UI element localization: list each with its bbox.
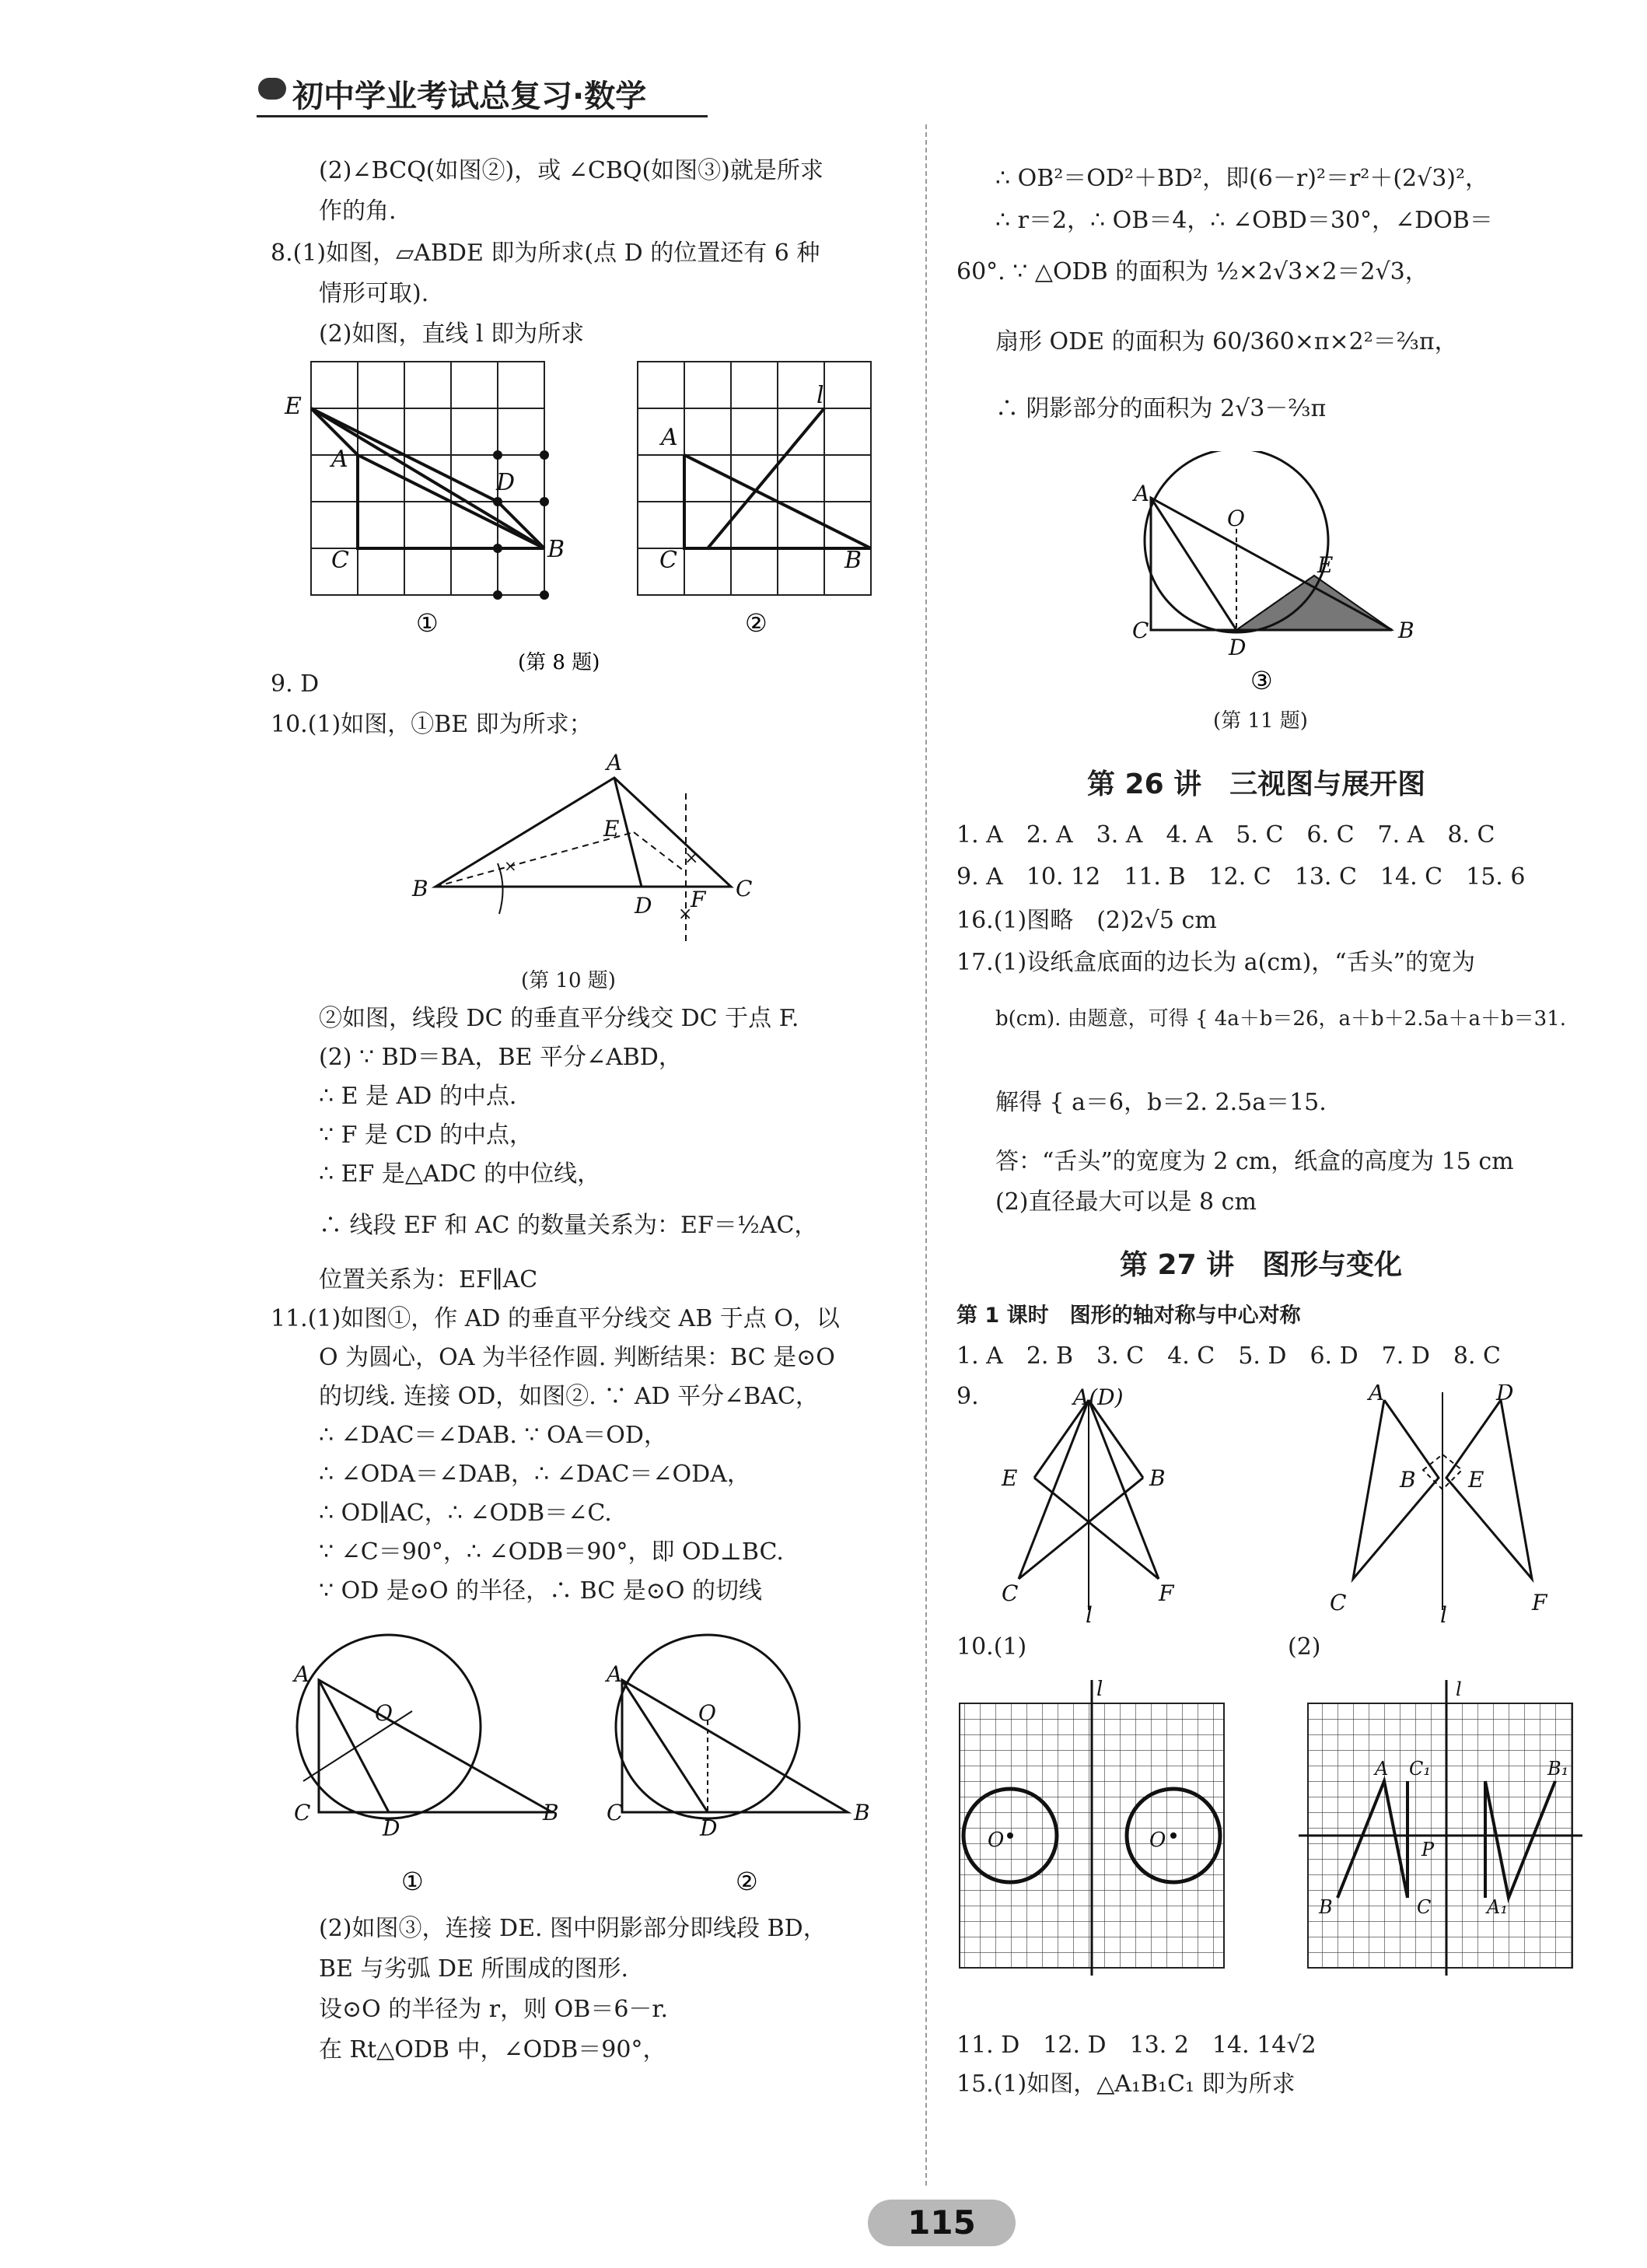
figure-11-left (288, 1633, 894, 1906)
left-line2-11: ∴ ∠ODA＝∠DAB，∴ ∠DAC＝∠ODA， (319, 1461, 750, 1488)
svg-text:O: O (1149, 1829, 1166, 1852)
label-A2: A (661, 424, 678, 451)
left-line2-2: ∴ E 是 AD 的中点. (319, 1083, 517, 1110)
left-line2-10: ∴ ∠DAC＝∠DAB. ∵ OA＝OD， (319, 1422, 667, 1449)
svg-text:l: l (1440, 1602, 1447, 1626)
page-header-title: 初中学业考试总复习·数学 (292, 79, 647, 114)
left-line2-0: ②如图，线段 DC 的垂直平分线交 DC 于点 F. (319, 1005, 799, 1032)
svg-text:D: D (1496, 1384, 1514, 1405)
sec26-line-5: 解得 { a＝6，b＝2. 2.5a＝15. (995, 1089, 1327, 1116)
fig11-caption: (第 11 题) (1213, 709, 1308, 733)
svg-text:C: C (1132, 618, 1149, 643)
q10-1: 10.(1) (956, 1633, 1027, 1661)
figure-10 (404, 747, 770, 949)
column-divider (925, 124, 927, 2186)
svg-text:O: O (375, 1700, 393, 1726)
left-line2-1: (2) ∵ BD＝BA，BE 平分∠ABD， (319, 1044, 682, 1071)
left-line2-13: ∵ ∠C＝90°，∴ ∠ODB＝90°，即 OD⊥BC. (319, 1538, 784, 1566)
svg-text:P: P (1421, 1839, 1435, 1860)
svg-text:×: × (684, 849, 699, 868)
section-27-subtitle: 第 1 课时 图形的轴对称与中心对称 (956, 1304, 1301, 1328)
fig10-labels (411, 750, 752, 919)
svg-text:C: C (1417, 1896, 1432, 1918)
svg-text:F: F (1159, 1580, 1174, 1606)
q10-2: (2) (1288, 1633, 1321, 1661)
svg-text:C: C (294, 1800, 311, 1825)
svg-text:①: ① (401, 1867, 424, 1896)
svg-text:D: D (635, 893, 652, 919)
left-line2-4: ∴ EF 是△ADC 的中位线， (319, 1160, 601, 1188)
svg-text:B: B (854, 1800, 870, 1825)
svg-text:E: E (1002, 1465, 1018, 1491)
svg-text:A: A (1375, 1758, 1389, 1780)
sec26-line-0: 1. A 2. A 3. A 4. A 5. C 6. C 7. A 8. C (956, 821, 1495, 849)
left-q10: 10.(1)如图，①BE 即为所求； (271, 711, 593, 738)
svg-text:C: C (1002, 1580, 1019, 1606)
svg-text:A₁: A₁ (1487, 1896, 1508, 1918)
svg-text:③: ③ (1250, 666, 1273, 695)
svg-text:C: C (607, 1800, 624, 1825)
svg-text:O: O (988, 1829, 1005, 1852)
svg-text:B₁: B₁ (1547, 1758, 1569, 1780)
right-line-4: ∴ 阴影部分的面积为 2√3－⅔π (995, 395, 1327, 422)
sec26-line-3: 17.(1)设纸盒底面的边长为 a(cm)，“舌头”的宽为 (956, 949, 1475, 976)
left-line2-14: ∵ OD 是⊙O 的半径，∴ BC 是⊙O 的切线 (319, 1577, 762, 1605)
svg-text:B: B (412, 876, 428, 901)
left-line-4: 情形可取). (319, 280, 429, 307)
left-q9: 9. D (271, 670, 320, 698)
label-B: B (547, 536, 565, 563)
svg-text:②: ② (736, 1867, 758, 1896)
left-line3-2: 设⊙O 的半径为 r，则 OB＝6－r. (319, 1996, 668, 2023)
left-line3-0: (2)如图③，连接 DE. 图中阴影部分即线段 BD， (319, 1915, 827, 1942)
svg-text:B: B (1400, 1467, 1416, 1493)
svg-text:E: E (1468, 1467, 1484, 1493)
label-l: l (817, 382, 824, 409)
svg-text:A: A (607, 750, 623, 775)
svg-text:×: × (504, 856, 517, 875)
label-E: E (285, 393, 302, 420)
fig10-caption: (第 10 题) (521, 969, 616, 992)
figure-8 (280, 358, 886, 677)
sec26-line-1: 9. A 10. 12 11. B 12. C 13. C 14. C 15. 6 (956, 863, 1526, 891)
svg-text:E: E (603, 816, 620, 842)
sec27-line-0: 1. A 2. B 3. C 4. C 5. D 6. D 7. D 8. C (956, 1342, 1502, 1370)
left-line-5: (2)如图，直线 l 即为所求 (319, 320, 585, 348)
left-line2-5: ∴ 线段 EF 和 AC 的数量关系为：EF＝½AC， (319, 1212, 818, 1239)
left-line3-1: BE 与劣弧 DE 所围成的图形. (319, 1955, 629, 1983)
right-last-line-0: 11. D 12. D 13. 2 14. 14√2 (956, 2032, 1317, 2059)
svg-text:B: B (1319, 1896, 1333, 1918)
figure-9 (988, 1384, 1594, 1626)
left-line2-3: ∵ F 是 CD 的中点， (319, 1122, 533, 1149)
header-icon (258, 78, 286, 100)
sec26-line-6: 答：“舌头”的宽度为 2 cm，纸盒的高度为 15 cm (995, 1148, 1514, 1175)
left-line2-12: ∴ OD∥AC，∴ ∠ODB＝∠C. (319, 1500, 612, 1527)
right-last-line-1: 15.(1)如图，△A₁B₁C₁ 即为所求 (956, 2070, 1296, 2098)
svg-text:B: B (543, 1800, 559, 1825)
right-line-3: 扇形 ODE 的面积为 60/360×π×2²＝⅔π， (995, 328, 1458, 355)
svg-text:A: A (1134, 481, 1150, 506)
page-number: 115 (868, 2200, 1016, 2246)
left-line2-9: 的切线. 连接 OD，如图②. ∵ AD 平分∠BAC， (319, 1383, 819, 1410)
left-line2-8: O 为圆心，OA 为半径作圆. 判断结果：BC 是⊙O (319, 1344, 835, 1371)
label-D: D (496, 469, 516, 496)
svg-text:l: l (1456, 1678, 1462, 1700)
svg-text:l: l (1096, 1678, 1103, 1701)
header-rule (257, 115, 708, 117)
left-line-1: (2)∠BCQ(如图②)，或 ∠CBQ(如图③)就是所求 (319, 157, 824, 184)
svg-text:O: O (1227, 506, 1245, 531)
svg-text:F: F (691, 887, 706, 912)
label-B2: B (844, 547, 862, 574)
svg-text:A(D): A(D) (1073, 1384, 1124, 1410)
svg-text:A: A (294, 1661, 310, 1687)
label-C: C (331, 547, 349, 574)
section-26-title: 第 26 讲 三视图与展开图 (1087, 768, 1426, 800)
svg-text:C: C (1330, 1590, 1347, 1615)
figure-11-right (1128, 451, 1423, 716)
sec26-line-4: b(cm). 由题意，可得 { 4a＋b＝26，a＋b＋2.5a＋a＋b＝31. (995, 1007, 1567, 1031)
right-line-0: ∴ OB²＝OD²＋BD²，即(6－r)²＝r²＋(2√3)²， (995, 165, 1489, 192)
right-line-1: ∴ r＝2，∴ OB＝4，∴ ∠OBD＝30°，∠DOB＝ (995, 207, 1493, 234)
svg-text:A: A (1369, 1384, 1385, 1405)
svg-text:D: D (700, 1815, 718, 1841)
svg-text:F: F (1532, 1590, 1547, 1615)
label-C2: C (659, 547, 677, 574)
sec26-line-2: 16.(1)图略 (2)2√5 cm (956, 907, 1217, 934)
svg-text:A: A (607, 1661, 623, 1687)
fig10-construction (435, 793, 686, 941)
svg-text:B: B (1149, 1465, 1166, 1491)
left-line2-7: 11.(1)如图①，作 AD 的垂直平分线交 AB 于点 O，以 (271, 1305, 840, 1332)
svg-text:×: × (678, 905, 693, 924)
left-line-2: 作的角. (319, 198, 397, 225)
figure-10-grids (949, 1672, 1586, 1991)
fig8-caption: (第 8 题) (518, 651, 600, 674)
svg-text:D: D (1229, 635, 1247, 660)
fig8-sub1: ① (416, 608, 439, 638)
right-line-2: 60°. ∵ △ODB 的面积为 ½×2√3×2＝2√3， (956, 258, 1428, 285)
svg-text:B: B (1398, 618, 1414, 643)
svg-text:E: E (1317, 552, 1334, 578)
label-A: A (331, 446, 348, 473)
fig8-labels-2 (659, 382, 862, 574)
left-line-3: 8.(1)如图，▱ABDE 即为所求(点 D 的位置还有 6 种 (271, 240, 820, 267)
svg-text:C: C (736, 876, 753, 901)
left-line2-6: 位置关系为：EF∥AC (319, 1266, 538, 1293)
left-line3-3: 在 Rt△ODB 中，∠ODB＝90°， (319, 2036, 666, 2063)
section-27-title: 第 27 讲 图形与变化 (1120, 1249, 1403, 1281)
svg-text:C₁: C₁ (1409, 1758, 1431, 1780)
fig8-sub2: ② (745, 608, 768, 638)
sec27-line-1: 9. (956, 1383, 979, 1410)
svg-text:O: O (698, 1700, 716, 1726)
svg-text:l: l (1086, 1602, 1093, 1626)
sec26-line-7: (2)直径最大可以是 8 cm (995, 1188, 1257, 1216)
svg-text:D: D (383, 1815, 400, 1841)
